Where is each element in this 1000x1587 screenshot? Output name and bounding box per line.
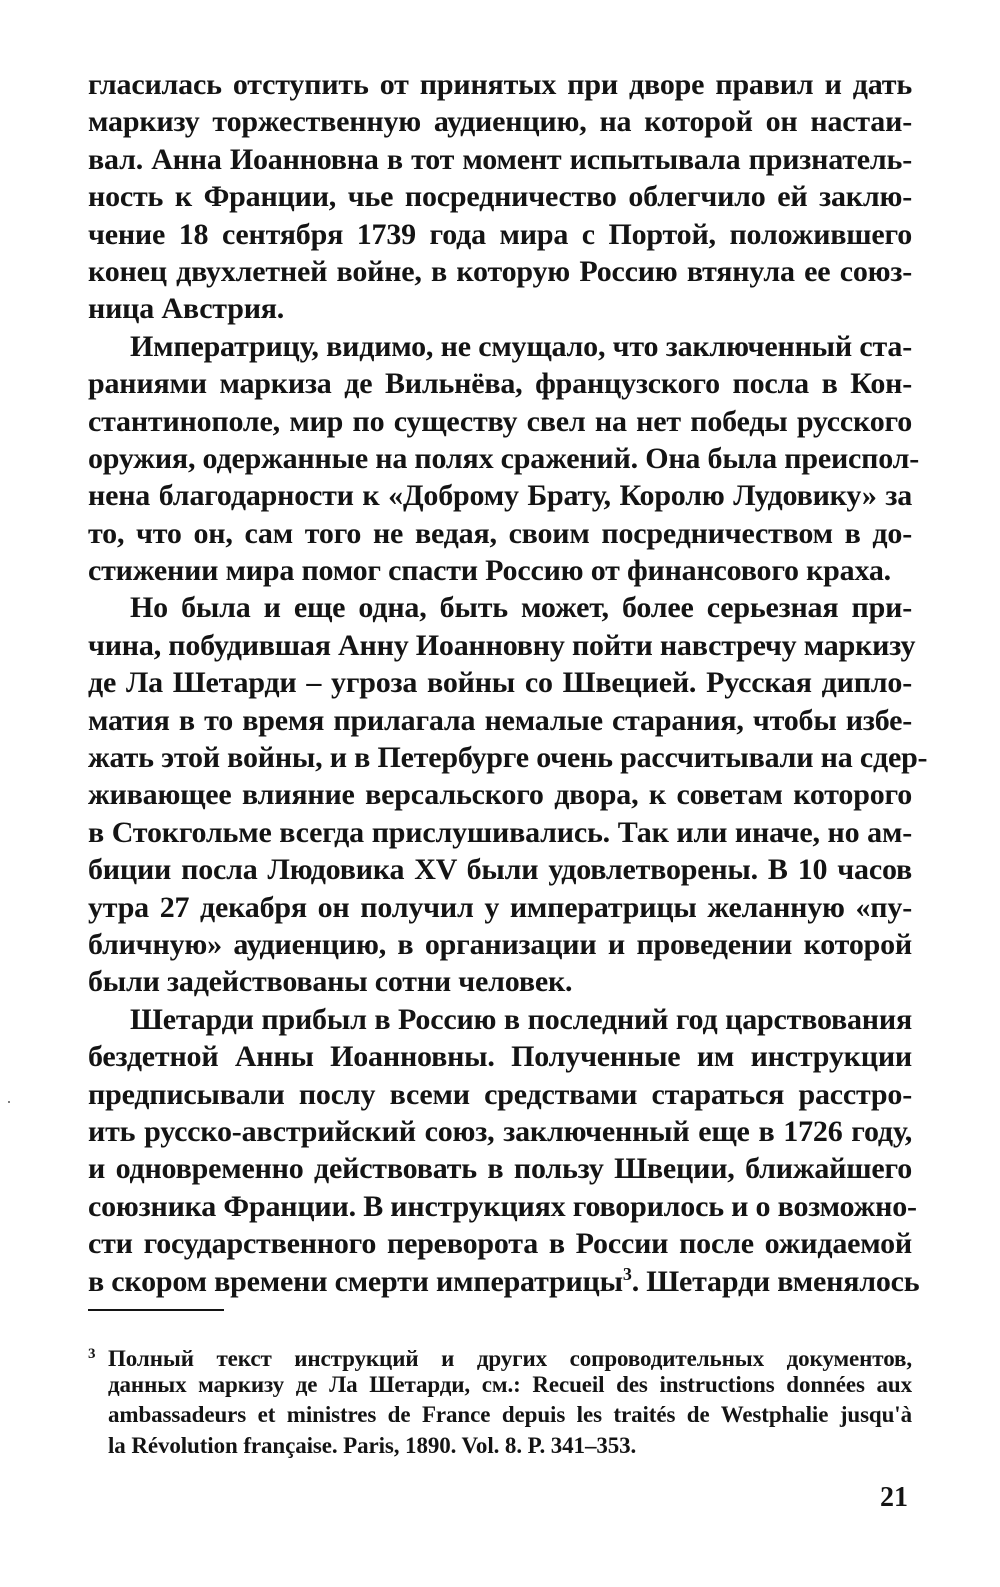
page-number: 21	[880, 1482, 908, 1513]
text-line: ность к Франции, чье посредничество облегчило ей заклю-	[88, 180, 912, 214]
text-line: биции посла Людовика XV были удовлетворены. В 10 часов	[88, 853, 912, 887]
footnote-text: Полный текст инструкций и других сопроводительных документов,	[108, 1346, 912, 1371]
text-line: чина, побудившая Анну Иоанновну пойти навстречу маркизу	[88, 628, 916, 662]
text-fragment: . Шетарди вменялось	[631, 1264, 920, 1298]
text-line: то, что он, сам того не ведая, своим посредничеством в до-	[88, 516, 912, 550]
text-line: Шетарди прибыл в Россию в последний год царствования	[130, 1002, 912, 1036]
text-line: жать этой войны, и в Петербурге очень рассчитывали на сдер-	[88, 741, 928, 775]
text-line	[88, 1263, 920, 1300]
text-line: союзника Франции. В инструкциях говорилось и о возможно-	[88, 1189, 917, 1223]
footnote-line: данных маркизу де Ла Шетарди, см.: Recueil des instructions données aux	[108, 1371, 912, 1397]
text-line: утра 27 декабря он получил у императрицы желанную «пу-	[88, 890, 912, 924]
text-line: предписывали послу всеми средствами стараться расстро-	[88, 1077, 912, 1111]
text-line: стантинополе, мир по существу свел на нет победы русского	[88, 404, 912, 438]
text-line: в Стокгольме всегда прислушивались. Так или иначе, но ам-	[88, 815, 912, 849]
text-line: нена благодарности к «Доброму Брату, Королю Лудовику» за	[88, 479, 912, 513]
text-line: стижении мира помог спасти Россию от финансового краха.	[88, 554, 891, 588]
text-line: бездетной Анны Иоанновны. Полученные им инструкции	[88, 1040, 912, 1074]
text-line: конец двухлетней войне, в которую Россию втянула ее союз-	[88, 254, 912, 288]
text-line: ить русско-австрийский союз, заключенный еще в 1726 году,	[88, 1114, 912, 1148]
text-line: раниями маркиза де Вильнёва, французского посла в Кон-	[88, 367, 912, 401]
text-line: Но была и еще одна, быть может, более серьезная при-	[130, 591, 912, 625]
scan-speck	[8, 1101, 10, 1103]
footnote-reference[interactable]: 3	[622, 1263, 632, 1284]
text-line: и одновременно действовать в пользу Швеции, ближайшего	[88, 1152, 912, 1186]
text-line: чение 18 сентября 1739 года мира с Портой, положившего	[88, 217, 912, 251]
text-line: матия в то время прилагала немалые старания, чтобы избе-	[88, 703, 912, 737]
text-line: гласилась отступить от принятых при дворе правил и дать	[88, 68, 912, 101]
text-line: оружия, одержанные на полях сражений. Она была преиспол-	[88, 441, 920, 475]
text-line: вал. Анна Иоанновна в тот момент испытывала признатель-	[88, 142, 912, 176]
text-line: де Ла Шетарди – угроза войны со Швецией. Русская дипло-	[88, 666, 912, 700]
text-line: ница Австрия.	[88, 292, 285, 326]
text-line: маркизу торжественную аудиенцию, на которой он настаи-	[88, 105, 912, 139]
text-line: бличную» аудиенцию, в организации и проведении которой	[88, 927, 912, 961]
text-line: были задействованы сотни человек.	[88, 965, 573, 999]
text-line: Императрицу, видимо, не смущало, что заключенный ста-	[130, 329, 912, 363]
text-line: живающее влияние версальского двора, к советам которого	[88, 778, 912, 812]
footnote	[88, 1339, 912, 1461]
footnote-line	[88, 1339, 912, 1370]
footnote-separator	[88, 1309, 224, 1311]
footnote-line: la Révolution française. Paris, 1890. Vol. 8. P. 341–353.	[108, 1432, 637, 1458]
text-fragment: в скором времени смерти императрицы	[88, 1264, 623, 1298]
footnote-line: ambassadeurs et ministres de France depuis les traités de Westphalie jusqu'à	[108, 1402, 912, 1427]
main-text	[88, 66, 928, 1300]
footnote-marker: 3	[88, 1346, 96, 1362]
text-line: сти государственного переворота в России после ожидаемой	[88, 1227, 912, 1261]
